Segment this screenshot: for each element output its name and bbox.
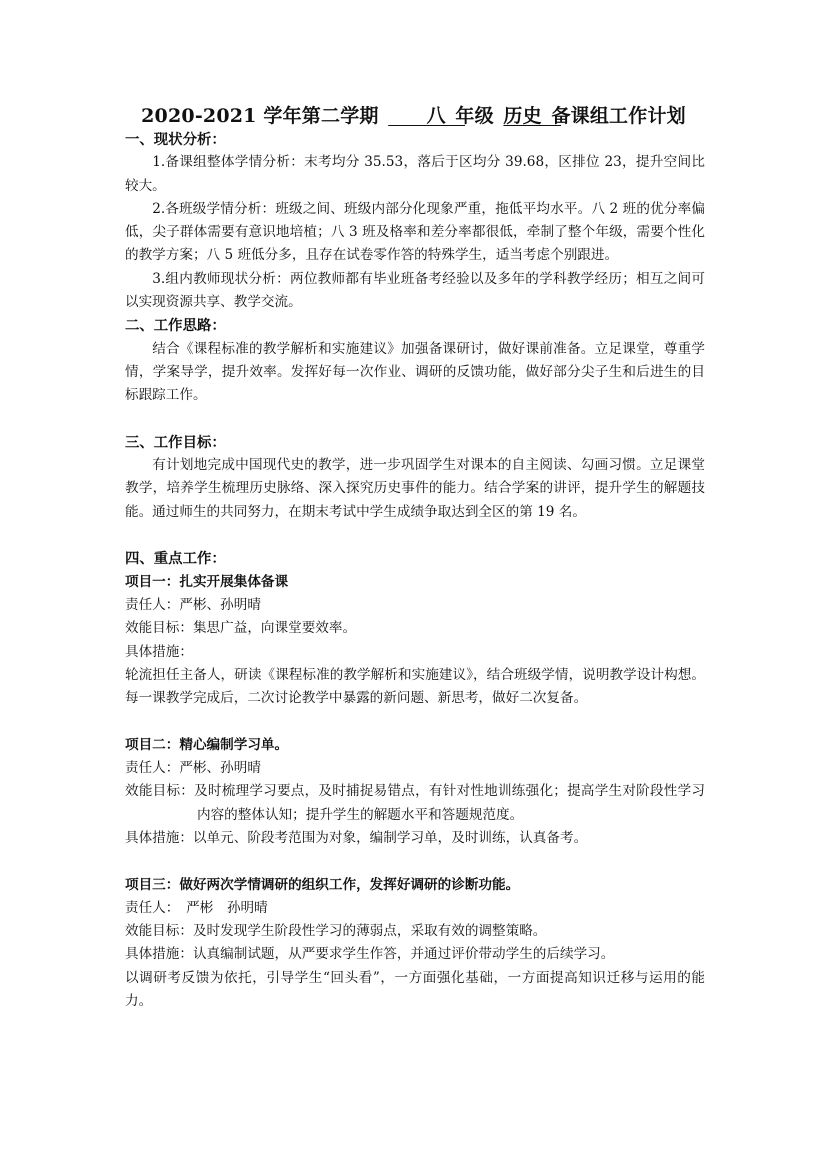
spacer [125, 408, 705, 431]
status-paragraph-1: 1.备课组整体学情分析：末考均分 35.53，落后于区均分 39.68，区排位 23，提升空间比较大。 [125, 154, 705, 194]
item3-extra: 以调研考反馈为依托，引导学生“回头看”，一方面强化基础，一方面提高知识迁移与运用的能力。 [125, 969, 705, 1009]
section-heading-status: 一、现状分析： [125, 131, 226, 148]
item1-title: 项目一：扎实开展集体备课 [125, 573, 289, 590]
spacer [125, 710, 705, 733]
title-subject-blank: 历史 [503, 105, 562, 127]
title-suffix: 备课组工作计划 [551, 105, 686, 127]
item1-owner: 责任人：严彬、孙明晴 [125, 596, 261, 613]
document-title [0, 101, 827, 128]
item2-title: 项目二：精心编制学习单。 [125, 736, 289, 753]
goals-paragraph: 有计划地完成中国现代史的教学，进一步巩固学生对课本的自主阅读、勾画习惯。立足课堂教学，培养学生梳理历史脉络、深入探究历史事件的能力。结合学案的讲评，提升学生的解题技能。通过师生的共同努力，在期末考试中学生成绩争取达到全区的第 19 名。 [125, 457, 705, 520]
item3-title: 项目三：做好两次学情调研的组织工作，发挥好调研的诊断功能。 [125, 876, 520, 893]
item2-measures: 具体措施：以单元、阶段考范围为对象，编制学习单，及时训练，认真备考。 [125, 829, 588, 846]
item3-goal: 效能目标：及时发现学生阶段性学习的薄弱点，采取有效的调整策略。 [125, 923, 547, 940]
item1-measures-label: 具体措施： [125, 643, 193, 660]
title-prefix: 2020-2021 学年第二学期 [141, 105, 379, 127]
section-heading-goals: 三、工作目标： [125, 433, 226, 451]
item3-measures: 具体措施：认真编制试题，从严要求学生作答，并通过评价带动学生的后续学习。 [125, 946, 615, 963]
section-heading-approach: 二、工作思路： [125, 317, 226, 335]
spacer [125, 524, 705, 547]
title-grade-suffix: 年级 [455, 105, 494, 127]
status-paragraph-3: 3.组内教师现状分析：两位教师都有毕业班备考经验以及多年的学科教学经历；相互之间可以实现资源共享、教学交流。 [125, 270, 705, 311]
item1-measures: 轮流担任主备人，研读《课程标准的教学解析和实施建议》，结合班级学情，说明教学设计构想。每一课教学完成后，二次讨论教学中暴露的新问题、新思考，做好二次复备。 [125, 666, 705, 707]
section-heading-key-work: 四、重点工作： [125, 550, 226, 568]
approach-paragraph: 结合《课程标准的教学解析和实施建议》加强备课研讨，做好课前准备。立足课堂，尊重学情，学案导学，提升效率。发挥好每一次作业、调研的反馈功能，做好部分尖子生和后进生的目标跟踪工作。 [125, 340, 705, 404]
title-grade-blank: 八 [388, 105, 466, 127]
item2-owner: 责任人：严彬、孙明晴 [125, 760, 261, 777]
item2-goal: 效能目标：及时梳理学习要点，及时捕捉易错点，有针对性地训练强化；提高学生对阶段性学习内容的整体认知；提升学生的解题水平和答题规范度。 [125, 783, 705, 823]
spacer [125, 850, 705, 873]
item1-goal: 效能目标：集思广益，向课堂要效率。 [125, 620, 357, 637]
document-body [125, 128, 705, 1013]
item3-owner: 责任人： 严彬 孙明晴 [125, 899, 268, 916]
status-paragraph-2: 2.各班级学情分析：班级之间、班级内部分化现象严重，拖低平均水平。八 2 班的优分率偏低，尖子群体需要有意识地培植；八 3 班及格率和差分率都很低，牵制了整个年级，需要个性化的教学方案；八 5 班低分多，且存在试卷零作答的特殊学生，适当考虑个别跟进。 [125, 200, 705, 264]
